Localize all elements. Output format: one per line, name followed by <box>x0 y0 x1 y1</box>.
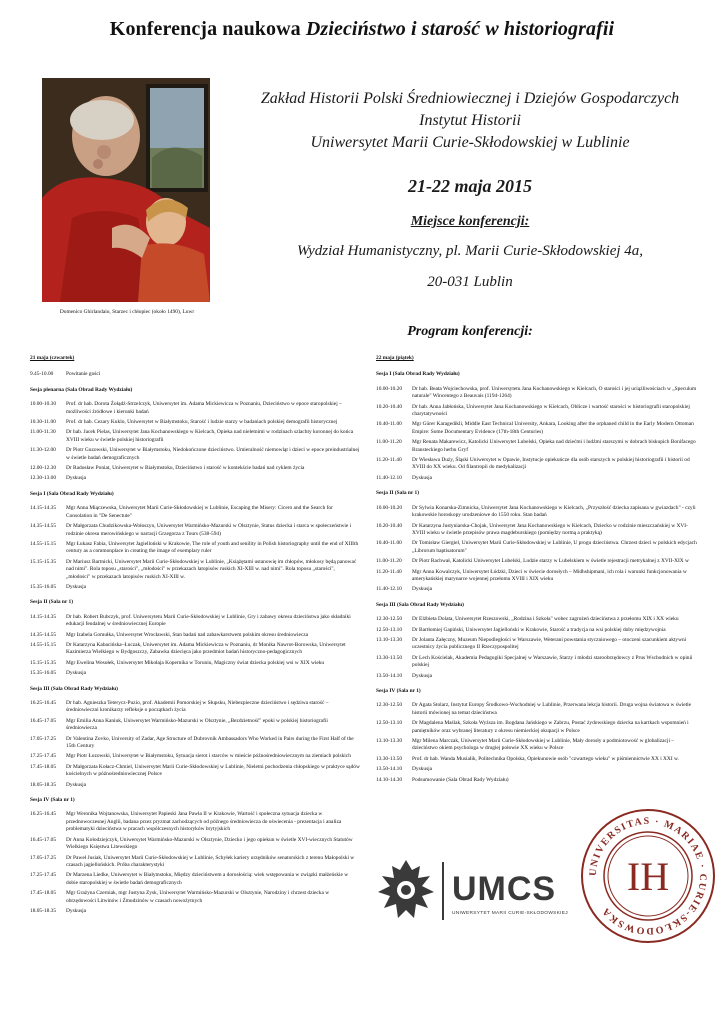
item-text: Dr hab. Anna Jabłońska, Uniwersytet Jana Kochanowskiego w Kielcach, Oblicze i wartość starości w historiografii staropolskiej charytatywności <box>412 403 690 418</box>
item-time: 10.40-11.00 <box>376 421 402 428</box>
item-text: Dr Agata Stolarz, Instytut Europy Środkowo-Wschodniej w Lublinie, Przerwana lekcja historii. Druga wojna światowa w świetle historii mówionej na temat dzieciństwa <box>412 702 692 716</box>
item-text: Dr Paweł Jusiak, Uniwersytet Marii Curie-Skłodowskiej w Lublinie, Schyłek kariery urzędników senatorskich z terenu Małopolski w czasach jagiellońskich. Próba charakterystyki <box>66 854 355 868</box>
item-text: Dr hab. Jacek Pielas, Uniwersytet Jana Kochanowskiego w Kielcach, Opieka nad nieletnimi w rodzinach szlachty koronnej do końca XVIII wieku w świetle polskiej historiografii <box>66 429 354 443</box>
item-time: 12.50-13.10 <box>376 720 403 727</box>
item-text: Mgr Anna Miączewska, Uniwersytet Marii Curie-Skłodowskiej w Lublinie, Escaping the Misery: Cicero and the Search for Consolation in "De Senectute" <box>66 505 333 519</box>
item-text: Dyskusja <box>66 583 87 590</box>
program-item <box>30 890 360 905</box>
item-text: Dyskusja <box>412 672 433 679</box>
day-label: 21 maja (czwartek) <box>30 355 75 361</box>
item-text: Dyskusja <box>412 586 433 593</box>
program-item <box>376 655 701 670</box>
program-item <box>376 720 701 735</box>
session-title: Sesja IV (Sala nr 1) <box>376 688 421 694</box>
program-item <box>30 419 360 426</box>
item-time: 12.30-13.00 <box>30 475 57 482</box>
item-time: 16.25-16.45 <box>30 700 57 706</box>
item-text: Dr Tomisław Giergiel, Uniwersytet Marii Curie-Skłodowskiej w Lublinie, U progu dzieciństwa. Chrzest dzieci w polskich edycjach „Librorum baptisatorum" <box>412 540 697 554</box>
item-time: 10.20-10.40 <box>376 403 403 410</box>
item-text: Dr Bartłomiej Gapiński, Uniwersytet Jagielloński w Krakowie, Starość a tradycja na wsi polskiej doby międzywojnia <box>412 626 666 633</box>
item-text: Mgr Łukasz Fabia, Uniwersytet Jagielloński w Krakowie, The role of youth and senility in Polish historiography until the end of XIIIth century as a commonplace in creating the image of exemplary ruler <box>66 540 359 555</box>
program-item <box>376 523 701 538</box>
title-italic: Dzieciństwo i starość w historiografii <box>305 18 615 40</box>
item-text: Prof. dr hab. Wanda Musialik, Politechnika Opolska, Opiekunowie osób "czwartego wieku" w piśmiennictwie XX i XXI w. <box>412 755 679 762</box>
venue-address-line-2: 20-031 Lublin <box>427 274 513 290</box>
item-text: Mgr Izabela Gomułka, Uniwersytet Wrocławski, Stan badań nad zabawkarstwem polskim okresu średniowiecza <box>66 631 309 638</box>
organizer-line-2: Instytut Historii <box>419 112 521 129</box>
item-text: Prof. dr hab. Dorota Żołądź-Strzelczyk, Uniwersytet im. Adama Mickiewicza w Poznaniu, Dzieciństwo w epoce staropolskiej – możliwości źródłowe i kierunki badań <box>66 401 342 415</box>
item-time: 10.00-10.20 <box>376 385 403 392</box>
program-item <box>376 766 701 773</box>
day-1-sessions <box>30 387 360 916</box>
item-text: Mgr Anna Kowalczyk, Uniwersytet Łódzki, Dzieci w świecie dorosłych – Midhshipmani, ich rola i warunki funkcjonowania w amerykańskiej marynarce wojennej przełomu XVIII i XIX wieku <box>412 568 687 582</box>
item-text: Dr Valentina Zovko, University of Zadar, Age Structure of Dubrovnik Ambassadors Who Worked in Pairs during the First Half of the 15th Century <box>66 735 354 750</box>
item-time: 17.45-18.05 <box>30 890 57 897</box>
program-item <box>376 386 701 401</box>
item-time: 13.30-13.50 <box>376 755 403 762</box>
item-time: 11.30-12.00 <box>30 447 56 454</box>
item-time: 17.25-17.45 <box>30 753 57 760</box>
item-text: Dyskusja <box>66 907 87 914</box>
program-item <box>30 505 360 520</box>
item-time: 16.45-17.05 <box>30 836 57 843</box>
program-item <box>376 777 701 784</box>
item-text: Dr hab. Agnieszka Teterycz-Puzio, prof. Akademii Pomorskiej w Słupsku, Niebezpieczne dzieciństwo i sędziwa starość – średniowieczni kronikarzy refleksje o początkach życia <box>66 700 329 714</box>
conference-date: 21-22 maja 2015 <box>408 176 532 196</box>
item-text: Dyskusja <box>412 766 433 773</box>
session-title: Sesja III (Sala Obrad Rady Wydziału) <box>30 685 118 692</box>
item-text: Dr Wiesława Duży, Śląski Uniwersytet w Opawie, Instytucje opiekuńcze dla osób starszych w polskiej historiografii i historii od XVIII do XX wieku. Od filantropii do medykalizacji <box>412 457 690 471</box>
item-text: Dyskusja <box>66 781 87 788</box>
session-title: Sesja II (Sala nr 1) <box>376 490 420 497</box>
seal-letters: IH <box>626 854 670 899</box>
program-item <box>30 782 360 789</box>
session-title: Sesja I (Sala Obrad Rady Wydziału) <box>376 371 460 378</box>
item-time: 14.15-14.35 <box>30 505 57 512</box>
item-text: Mgr Weronika Wojtanowska, Uniwersytet Papieski Jana Pawła II w Krakowie, Wartość i społeczna sytuacja dziecka w przednowoczesnej Anglii, badana przez pryzmat zachodzących od późnego średniowiecza do oświecenia - prezentacja i analiza problematyki dzieciństwa w pracach wspólczesnych historyków brytyjskich <box>66 811 342 833</box>
item-text: Dr Marzena Liedke, Uniwersytet w Białymstoku, Między dzieciństwem a dorosłością: wiek wstępowania w związki małżeńskie w dobie staropolskiej w świetle badań demograficznych <box>66 872 349 886</box>
program-item <box>376 738 701 753</box>
program-item <box>376 457 701 472</box>
item-time: 15.35-16.05 <box>30 670 57 677</box>
item-time: 14.35-14.55 <box>30 631 57 638</box>
program-item <box>30 523 360 538</box>
organizer-line-1: Zakład Historii Polski Średniowiecznej i Dziejów Gospodarczych <box>260 90 680 107</box>
item-time: 11.20-11.40 <box>376 457 402 464</box>
program-item <box>30 475 360 482</box>
item-time: 18.05-18.35 <box>30 907 57 914</box>
session-title: Sesja plenarna (Sala Obrad Rady Wydziału) <box>30 386 133 393</box>
item-time: 13.10-13.30 <box>376 636 403 643</box>
item-text: Mgr Ewelina Wesołek, Uniwersytet Mikołaja Kopernika w Toruniu, Magiczny świat dziecka polskiej wsi w XIX wieku <box>66 659 325 666</box>
program-item <box>30 642 360 657</box>
item-time: 14.55-15.15 <box>30 641 57 648</box>
item-text: Prof. dr hab. Cezary Kuklo, Uniwersytet w Białymstoku, Starość i ludzie starzy w badaniach polskiej demografii historycznej <box>66 419 338 426</box>
program-item <box>30 447 360 462</box>
program-item <box>30 371 360 378</box>
program-item <box>30 632 360 639</box>
item-time: 17.45-18.05 <box>30 763 57 770</box>
item-time: 11.40-12.10 <box>376 586 402 593</box>
item-text: Mgr Gürer Karagedikli, Middle East Technical University, Ankara, Looking after the orphaned child in the Early Modern Ottoman Empire: Some Documentary Evidence (17th-18th Centuries) <box>412 421 694 435</box>
item-text: Podsumowanie (Sala Obrad Rady Wydziału) <box>412 776 509 783</box>
item-time: 14.35-14.55 <box>30 523 57 530</box>
item-text: Dr Katarzyna Kabacińska–Łuczak, Uniwersytet im. Adama Mickiewicza w Poznaniu, dr Monika Nawrot-Borowska, Uniwersytet Kazimierza Wielkiego w Bydgoszczy, Zabawka dziecięca jako przedmiot badań historyczno-pedagogicznych <box>66 641 346 656</box>
program-item <box>376 586 701 593</box>
item-time: 10.40-11.00 <box>376 540 402 547</box>
day-label: 22 maja (piątek) <box>376 355 414 361</box>
item-time: 15.35-16.05 <box>30 583 57 590</box>
institute-seal-logo <box>580 808 716 944</box>
program-item <box>376 637 701 652</box>
item-time: 12.00-12.30 <box>30 465 57 472</box>
program-item <box>30 718 360 733</box>
item-time: 16.25-16.45 <box>30 811 57 818</box>
item-text: Dr hab. Beata Wojciechowska, prof. Uniwersytetu Jana Kochanowskiego w Kielcach, O starości i jej uciążliwościach w „Speculum naturale" Wincentego z Beauvais (1194-1264) <box>412 385 697 400</box>
item-time: 12.30-12.50 <box>376 616 403 623</box>
program-item <box>376 439 701 454</box>
program-item <box>30 872 360 887</box>
item-time: 15.15-15.35 <box>30 659 57 666</box>
program-item <box>30 908 360 915</box>
umcs-subtitle: UNIWERSYTET MARII CURIE-SKŁODOWSKIEJ <box>452 911 568 916</box>
program-day-1 <box>30 355 360 918</box>
item-text: Dr Mariusz Bartnicki, Uniwersytet Marii Curie-Skłodowskiej w Lublinie, „Książętami ustanowię im chłopów, młokosy będą panować nad nimi". Rola toposu „starości", „młodości" w przekazach latopisów ruskich XI-XIII w. nad nimi". Rola toposu „starości", „młodości" w przekazach latopisów ruskich XI-XIII w. <box>66 558 357 580</box>
item-text: Mgr Milena Marczak, Uniwersytet Marii Curie-Skłodowskiej w Lublinie, Mały dorosły a podmiotowość w globalizacji – dzieciństwo okiem psychologa w drugiej połowie XX wieku w Polsce <box>412 738 674 752</box>
program-item <box>376 421 701 436</box>
item-text: Dr Radosław Poniat, Uniwersytet w Białymstoku, Dzieciństwo i starość w kontekście badań nad cyklem życia <box>66 465 305 472</box>
program-item <box>376 627 701 634</box>
seal-ring-text: UNIVERSITAS · MARIAE · CURIE-SKŁODOWSKA <box>587 815 709 937</box>
item-time: 10.00-10.20 <box>376 504 403 511</box>
program-item <box>30 700 360 715</box>
item-time: 10.20-10.40 <box>376 522 403 529</box>
item-text: Dr Anna Kołodziejczyk, Uniwersytet Warmińsko-Mazurski w Olsztynie, Dziecko i jego opiekun w świetle XVI-wiecznych Statutów Wielkiego Księstwa Litewskiego <box>66 836 353 851</box>
program-item <box>30 429 360 444</box>
item-text: Dr Jolanta Załęczny, Muzeum Niepodległości w Warszawie, Weterani powstania styczniowego – otoczeni szacunkiem aktywni uczestnicy życia publicznego II Rzeczypospolitej <box>412 636 687 651</box>
program-item <box>376 404 701 419</box>
umcs-wordmark: UMCS <box>452 870 557 908</box>
item-time: 17.25-17.45 <box>30 872 57 879</box>
item-text: Dr Piotr Guzowski, Uniwersytet w Białymstoku, Niedokończone dzieciństwo. Umieralność niemowląt i dzieci w epoce preindustrialnej w świetle badań demograficznych <box>66 447 360 461</box>
program-item <box>376 756 701 763</box>
item-text: Dyskusja <box>412 474 433 481</box>
program-item <box>376 616 701 623</box>
item-text: Mgr Grażyna Czerniak, mgr Justyna Zysk, Uniwersytet Warmińsko-Mazurski w Olsztynie, Narodziny i chrzest dziecka w obrzędowości Litwinów i Żmudzinów w czasach nowożytnych <box>66 890 330 904</box>
session-title: Sesja III (Sala Obrad Rady Wydziału) <box>376 601 464 608</box>
item-time: 14.15-14.35 <box>30 613 57 620</box>
program-item <box>30 736 360 751</box>
program-item <box>376 702 701 717</box>
program-item <box>30 614 360 629</box>
item-text: Dr Piotr Rachwał, Katolicki Uniwersytet Lubelski, Ludzie starzy w Lubelskiem w świetle rejestracji metrykalnej z XVII-XIX w <box>412 558 689 565</box>
program-item <box>30 559 360 581</box>
program-heading: Program konferencji: <box>407 324 533 339</box>
program-item <box>30 764 360 779</box>
program-item <box>376 569 701 584</box>
day-2-sessions <box>376 371 701 784</box>
program-item <box>376 540 701 555</box>
item-time: 11.20-11.40 <box>376 568 402 575</box>
item-text: Mgr Renata Makarewicz, Katolicki Uniwersytet Lubelski, Opieka nad dziećmi i ludźmi starszymi w dobrach biskupich Bonifacego Bransteckiego herbu Gryf <box>412 439 696 453</box>
item-time: 13.50-14.10 <box>376 766 403 773</box>
item-time: 15.15-15.35 <box>30 558 57 565</box>
item-time: 16.45-17.05 <box>30 717 57 724</box>
program-item <box>30 855 360 870</box>
item-time: 17.05-17.25 <box>30 854 57 861</box>
item-time: 13.30-13.50 <box>376 654 403 661</box>
painting-illustration <box>42 78 210 302</box>
program-item <box>30 465 360 472</box>
program-item <box>376 505 701 520</box>
item-text: Dyskusja <box>66 475 87 482</box>
item-time: 11.00-11.20 <box>376 439 402 446</box>
program-item <box>30 541 360 556</box>
item-text: Dr Małgorzata Kołacz-Chmiel, Uniwersytet Marii Curie-Skłodowskiej w Lublinie, Nieletni pochodzenia chłopskiego w praktyce sądów kościelnych w późnośredniowiecznej Polsce <box>66 763 360 778</box>
program-item <box>376 475 701 482</box>
item-text: Dr Elżbieta Dolata, Uniwersytet Rzeszowski, „Rodzina i Szkoła" wobec zagrożeń dzieciństwa z przełomu XIX i XX wieku <box>412 616 679 623</box>
program-item <box>30 660 360 667</box>
program-item <box>376 673 701 680</box>
item-time: 12.30-12.50 <box>376 702 403 709</box>
item-time: 14.55-15.15 <box>30 540 57 547</box>
session-title: Sesja II (Sala nr 1) <box>30 599 74 606</box>
item-text: Powitanie gości <box>66 371 101 378</box>
item-time: 13.50-14.10 <box>376 672 403 679</box>
page-title <box>0 18 724 41</box>
organizer-line-3: Uniwersytet Marii Curie-Skłodowskiej w Lublinie <box>310 134 630 151</box>
item-time: 14.10-14.30 <box>376 776 403 783</box>
program-item <box>30 753 360 760</box>
program-item <box>376 558 701 565</box>
session-title: Sesja I (Sala Obrad Rady Wydziału) <box>30 490 114 497</box>
item-time: 11.00-11.30 <box>30 429 56 436</box>
item-time: 10.00-10.30 <box>30 401 57 408</box>
painting-image <box>42 78 210 302</box>
item-text: Dyskusja <box>66 670 87 677</box>
item-time: 12.50-13.10 <box>376 626 403 633</box>
item-time: 9.45-10.00 <box>30 371 54 378</box>
venue-heading: Miejsce konferencji: <box>410 214 530 229</box>
item-time: 17.05-17.25 <box>30 735 57 742</box>
item-text: Dr Lech Kościelak, Akademia Pedagogiki Specjalnej w Warszawie, Starzy i młodzi staroobrzędowcy z Prus Wschodnich w opinii polskiej <box>412 654 693 669</box>
item-time: 11.00-11.20 <box>376 558 402 565</box>
item-time: 10.30-11.00 <box>30 419 56 426</box>
program-item <box>30 670 360 677</box>
program-day-2 <box>376 355 701 787</box>
program-item <box>30 837 360 852</box>
program-item <box>30 811 360 833</box>
venue-address-line-1: Wydział Humanistyczny, pl. Marii Curie-Skłodowskiej 4a, <box>296 243 644 259</box>
session-title: Sesja IV (Sala nr 1) <box>30 797 75 804</box>
item-text: Dr Sylwia Konarska-Zimnicka, Uniwersytet Jana Kochanowskiego w Kielcach, „Przyszłość dziecka zapisana w gwiazdach" - czyli krakowskie horoskopy urodzeniowe do 1550 roku. Stan badań <box>412 504 696 519</box>
program-item <box>30 584 360 591</box>
item-text: Mgr Emilia Anna Kaniuk, Uniwersytet Warmińsko-Mazurski w Olsztynie, „Bezdzietność" epoki w polskiej historiografii średniowiecza <box>66 717 328 732</box>
item-text: Dr hab. Robert Bubczyk, prof. Uniwersytetu Marii Curie-Skłodowskiej w Lublinie, Gry i zabawy okresu dzieciństwa jako składniki edukacji feudalnej w średniowiecznej Europie <box>66 613 351 628</box>
item-text: Mgr Piotr Łozowski, Uniwersytet w Białymstoku, Sytuacja sierot i starców w mieście późnośredniowiecznym na ziemiach polskich <box>66 753 351 760</box>
item-text: Dr Magdalena Maślak, Szkoła Wyższa im. Bogdana Jańskiego w Zabrzu, Postać żydowskiego dziecka na kartkach wspomnień i pamiętników oraz wybranej literatury z okresu niemieckiej okupacji w Polsce <box>412 720 689 734</box>
program-item <box>30 401 360 416</box>
image-caption: Domenico Ghirlandaio, Starzec i chłopiec (około 1490), Luwr <box>59 309 195 315</box>
item-text: Dr Katarzyna Justyniarska-Chojak, Uniwersytet Jana Kochanowskiego w Kielcach, Dziecko w rodzinie mieszczańskiej w XVI-XVIII wieku w świetle przepisów prawa magdeburskiego (pomiędzy normą a praktyką) <box>412 522 688 536</box>
item-time: 13.10-13.30 <box>376 738 403 745</box>
item-time: 18.05-18.35 <box>30 781 57 788</box>
title-plain: Konferencja naukowa <box>109 18 306 40</box>
item-text: Dr Małgorzata Chudzikowska-Wołoszyn, Uniwersytet Warmińsko-Mazurski w Olsztynie, Status dziecka i starca w społeczeństwie i rodzinie okresu merowińskiego w narracji Grzegorza z Tours (538-594) <box>66 523 352 537</box>
item-time: 11.40-12.10 <box>376 474 402 481</box>
